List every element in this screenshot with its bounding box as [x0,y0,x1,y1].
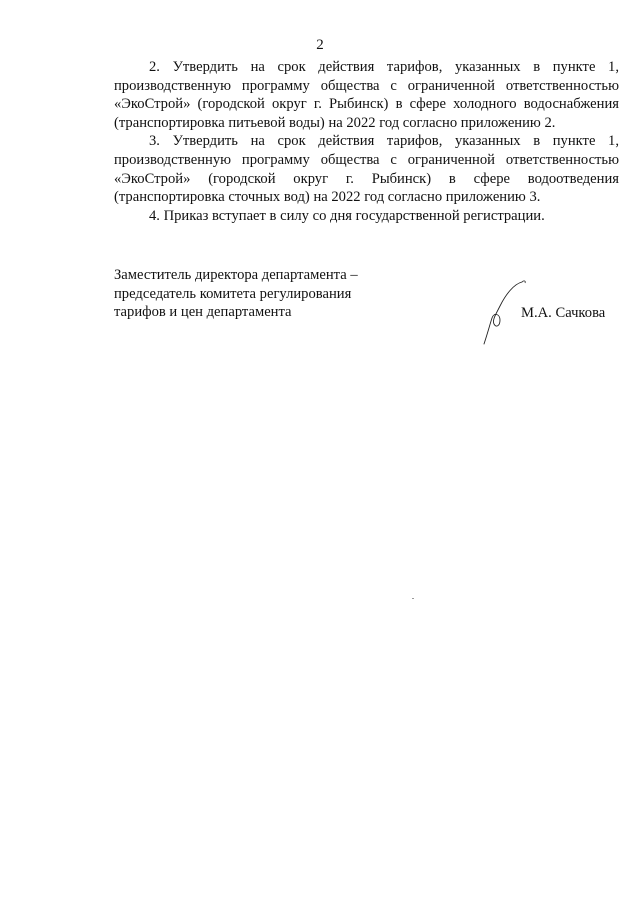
position-line: тарифов и цен департамента [114,304,292,321]
paragraph-4: 4. Приказ вступает в силу со дня государственной регистрации. [149,207,545,224]
position-line: председатель комитета регулирования [114,285,352,302]
signatory-position [114,266,434,322]
position-line: Заместитель директора департамента – [114,267,358,283]
document-body [114,58,619,225]
scan-speck [412,598,414,599]
page-number: 2 [316,37,324,53]
paragraph-3: 3. Утвердить на срок действия тарифов, указанных в пункте 1, производственную программу общества с ограниченной ответственностью «ЭкоСтрой» (городской округ г. Рыбинск) в сфере водоотведения (транспортировка сточных вод) на 2022 год согласно приложению 3. [114,133,619,206]
signer-name: М.А. Сачкова [521,305,606,321]
paragraph-2: 2. Утвердить на срок действия тарифов, указанных в пункте 1, производственную программу общества с ограниченной ответственностью «ЭкоСтрой» (городской округ г. Рыбинск) в сфере холодного водоснабжения (транспортировка питьевой воды) на 2022 год согласно приложению 2. [114,59,619,131]
